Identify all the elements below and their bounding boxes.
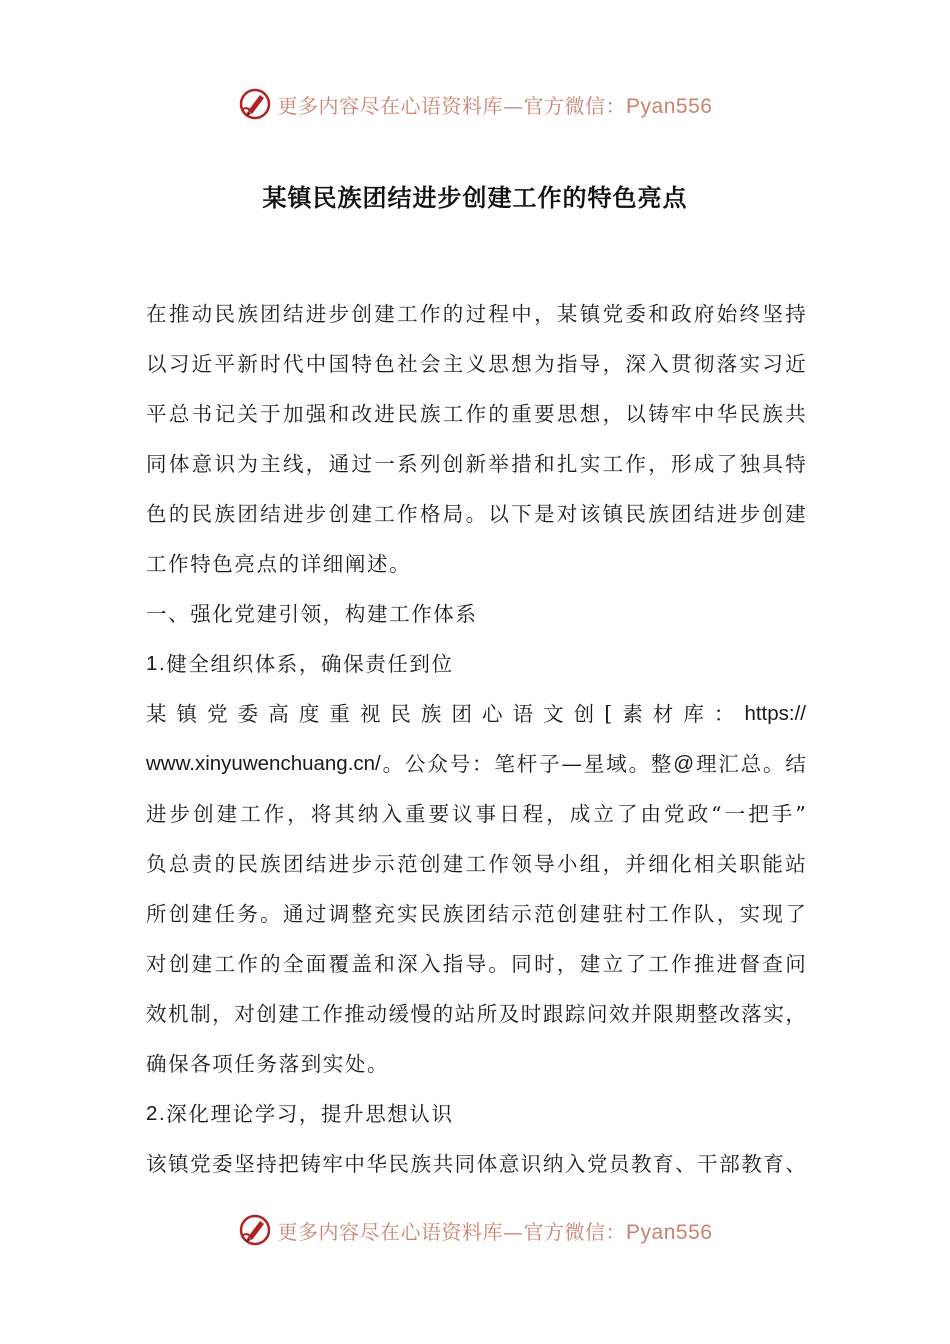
body-line: 该 镇 党 委 坚 持 把 铸 牢 中 华 民 族 共 同 体 意 识 纳 入 党 员 教 育 、 干 部 教 育 、 bbox=[146, 1152, 806, 1176]
body-line: 平 总 书 记 关 于 加 强 和 改 进 民 族 工 作 的 重 要 思 想 ， 以 铸 牢 中 华 民 族 共 bbox=[146, 402, 806, 426]
body-line: 所 创 建 任 务 。 通 过 调 整 充 实 民 族 团 结 示 范 创 建 驻 村 工 作 队 ， 实 现 了 bbox=[146, 902, 806, 926]
footer-banner-text: 更多内容尽在心语资料库—官方微信：Pyan556 bbox=[277, 1219, 713, 1244]
body-line: 工作特色亮点的详细阐述。 bbox=[146, 552, 412, 576]
header-banner-text: 更多内容尽在心语资料库—官方微信：Pyan556 bbox=[277, 93, 713, 118]
pen-seal-logo-icon bbox=[238, 1213, 272, 1247]
header-wechat-id: Pyan556 bbox=[626, 94, 713, 118]
body-line: 确保各项任务落到实处。 bbox=[146, 1052, 390, 1076]
footer-wechat-id: Pyan556 bbox=[626, 1220, 713, 1244]
footer-banner bbox=[0, 1210, 950, 1250]
document-body bbox=[146, 292, 806, 1192]
header-banner bbox=[0, 84, 950, 124]
body-line: 以 习 近 平 新 时 代 中 国 特 色 社 会 主 义 思 想 为 指 导 ， 深 入 贯 彻 落 实 习 近 bbox=[146, 352, 806, 376]
body-line: 进 步 创 建 工 作 ， 将 其 纳 入 重 要 议 事 日 程 ， 成 立 了 由 党 政 “ 一 把 手 ” bbox=[146, 802, 806, 826]
body-line: 同 体 意 识 为 主 线 ， 通 过 一 系 列 创 新 举 措 和 扎 实 工 作 ， 形 成 了 独 具 特 bbox=[146, 452, 806, 476]
subsection-heading: 1. 健全组织体系，确保责任到位 bbox=[146, 652, 454, 676]
section-heading: 一、强化党建引领，构建工作体系 bbox=[146, 602, 478, 626]
body-line: 色 的 民 族 团 结 进 步 创 建 工 作 格 局 。 以 下 是 对 该 镇 民 族 团 结 进 步 创 建 bbox=[146, 502, 806, 526]
body-line: 对 创 建 工 作 的 全 面 覆 盖 和 深 入 指 导 。 同 时 ， 建 立 了 工 作 推 进 督 查 问 bbox=[146, 952, 806, 976]
body-line: 在 推 动 民 族 团 结 进 步 创 建 工 作 的 过 程 中 ， 某 镇 党 委 和 政 府 始 终 坚 持 bbox=[146, 302, 806, 326]
body-line: www.xinyuwenchuang.cn/ 。 公 众 号 ： 笔 杆 子 — 星 域 。 整 @ 理 汇 总 。 结 bbox=[146, 752, 806, 776]
pen-seal-logo-icon bbox=[238, 87, 272, 121]
body-line: 负 总 责 的 民 族 团 结 进 步 示 范 创 建 工 作 领 导 小 组 ， 并 细 化 相 关 职 能 站 bbox=[146, 852, 806, 876]
subsection-heading: 2. 深化理论学习，提升思想认识 bbox=[146, 1102, 454, 1126]
body-line: 某 镇 党 委 高 度 重 视 民 族 团 心 语 文 创 [ 素 材 库 ： https:// bbox=[146, 702, 806, 726]
document-title: 某镇民族团结进步创建工作的特色亮点 bbox=[262, 183, 688, 212]
body-line: 效 机 制 ， 对 创 建 工 作 推 动 缓 慢 的 站 所 及 时 跟 踪 问 效 并 限 期 整 改 落 实 ， bbox=[146, 1002, 806, 1026]
